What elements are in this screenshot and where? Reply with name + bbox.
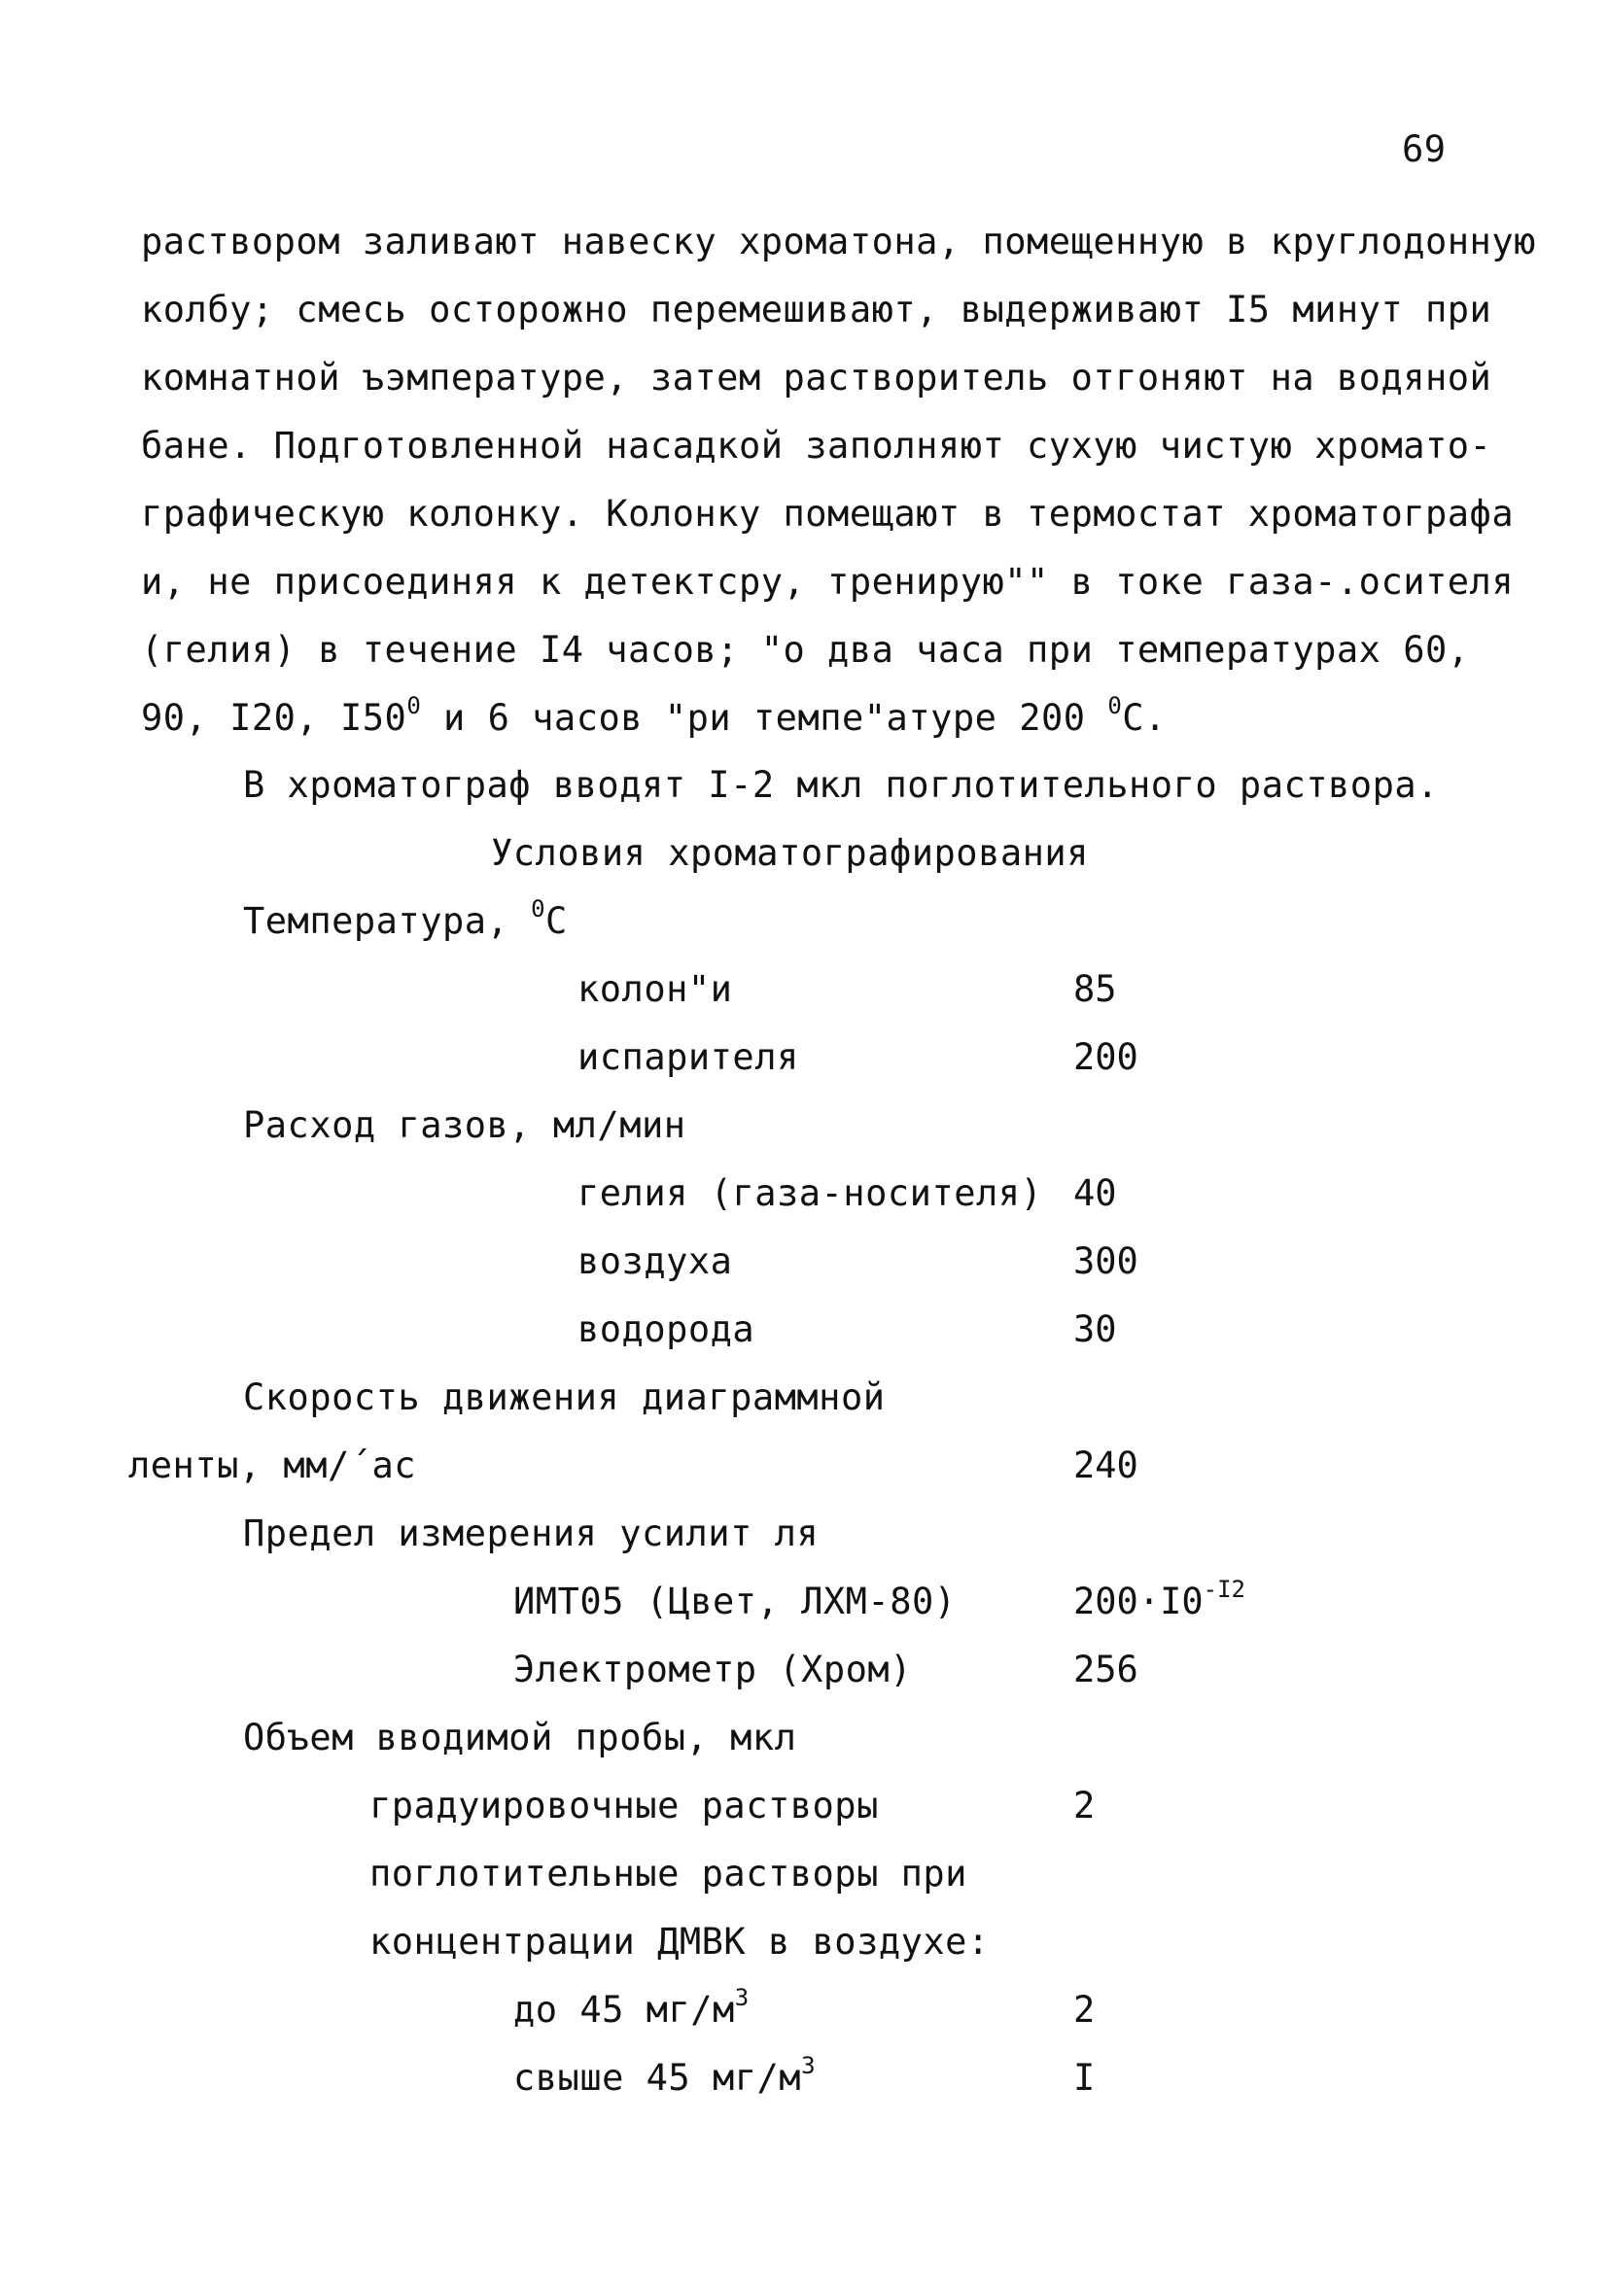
degree-sup: 0 [531,894,546,922]
helium-value: 40 [1073,1172,1117,1214]
paragraph-last-post: С. [1122,697,1167,739]
air-value: 300 [1073,1240,1138,1282]
paragraph-line: бане. Подготовленной насадкой заполняют сухую чистую хромато- [141,425,1492,467]
absorbing-line1: поглотительные растворы при [369,1853,967,1895]
temperature-unit: С [545,900,568,942]
imt-label: ИМТ05 (Цвет, ЛХМ-80) [513,1581,957,1622]
paragraph-last-mid: и 6 часов "ри темпе"атуре 200 [421,697,1108,739]
evaporator-temp-label: испарителя [577,1036,799,1078]
paragraph-line: (гелия) в течение I4 часов; "о два часа при температурах 60, [141,629,1470,671]
above-value: I [1073,2057,1096,2099]
sample-volume-label: Объем вводимой пробы, мкл [243,1717,797,1758]
evaporator-temp-value: 200 [1073,1036,1138,1078]
paragraph-line-last [141,684,1463,752]
above-label-text: свыше 45 мг/м [513,2057,802,2099]
gas-flow-label: Расход газов, мл/мин [243,1104,686,1146]
tape-speed-value: 240 [1073,1444,1138,1486]
column-temp-value: 85 [1073,968,1117,1010]
temperature-label-text: Температура, [243,900,532,942]
upto-value: 2 [1073,1989,1096,2031]
hydrogen-label: водорода [577,1308,755,1350]
paragraph-last-pre: 90, I20, I50 [141,697,407,739]
upto-label-text: до 45 мг/м [513,1989,735,2031]
page-number: 69 [1402,128,1447,170]
hydrogen-value: 30 [1073,1308,1117,1350]
electrometer-label: Электрометр (Хром) [513,1649,912,1690]
tape-speed-label-line1: Скорость движения диаграммной [243,1376,886,1418]
air-label: воздуха [577,1240,733,1282]
temperature-label [243,894,568,943]
intro-sentence: В хроматограф вводят I-2 мкл поглотительного раствора. [243,764,1439,806]
body-paragraph [141,208,1536,752]
electrometer-value: 256 [1073,1649,1138,1690]
paragraph-line: комнатной ъэмпературе, затем растворитель отгоняют на водяной [141,357,1492,399]
amplifier-label: Предел измерения усилит ля [243,1513,820,1554]
cube-sup: 3 [801,2051,817,2079]
upto-label [513,1983,750,2032]
conditions-title: Условия хроматографирования [491,832,1089,874]
calibration-value: 2 [1073,1785,1096,1826]
column-temp-label: колон"и [577,968,733,1010]
degree-sup: 0 [1107,691,1123,719]
calibration-label: градуировочные растворы [369,1785,879,1826]
paragraph-line: графическую колонку. Колонку помещают в термостат хроматографа [141,493,1515,535]
cube-sup: 3 [734,1983,750,2011]
paragraph-line: и, не присоединяя к детектсру, тренирую"" в токе газа-.осителя [141,561,1515,603]
above-label [513,2051,817,2100]
helium-label: гелия (газа-носителя) [577,1172,1043,1214]
absorbing-line2: концентрации ДМВК в воздухе: [369,1921,990,1963]
imt-value [1073,1575,1246,1623]
imt-value-exp: -I2 [1203,1575,1246,1603]
paragraph-line: колбу; смесь осторожно перемешивают, выдерживают I5 минут при [141,289,1492,330]
tape-speed-label-line2: ленты, мм/´ас [128,1444,417,1486]
paragraph-line: раствором заливают навеску хроматона, помещенную в круглодонную [141,221,1536,262]
degree-sup: 0 [406,691,422,719]
imt-value-base: 200·I0 [1073,1581,1204,1622]
